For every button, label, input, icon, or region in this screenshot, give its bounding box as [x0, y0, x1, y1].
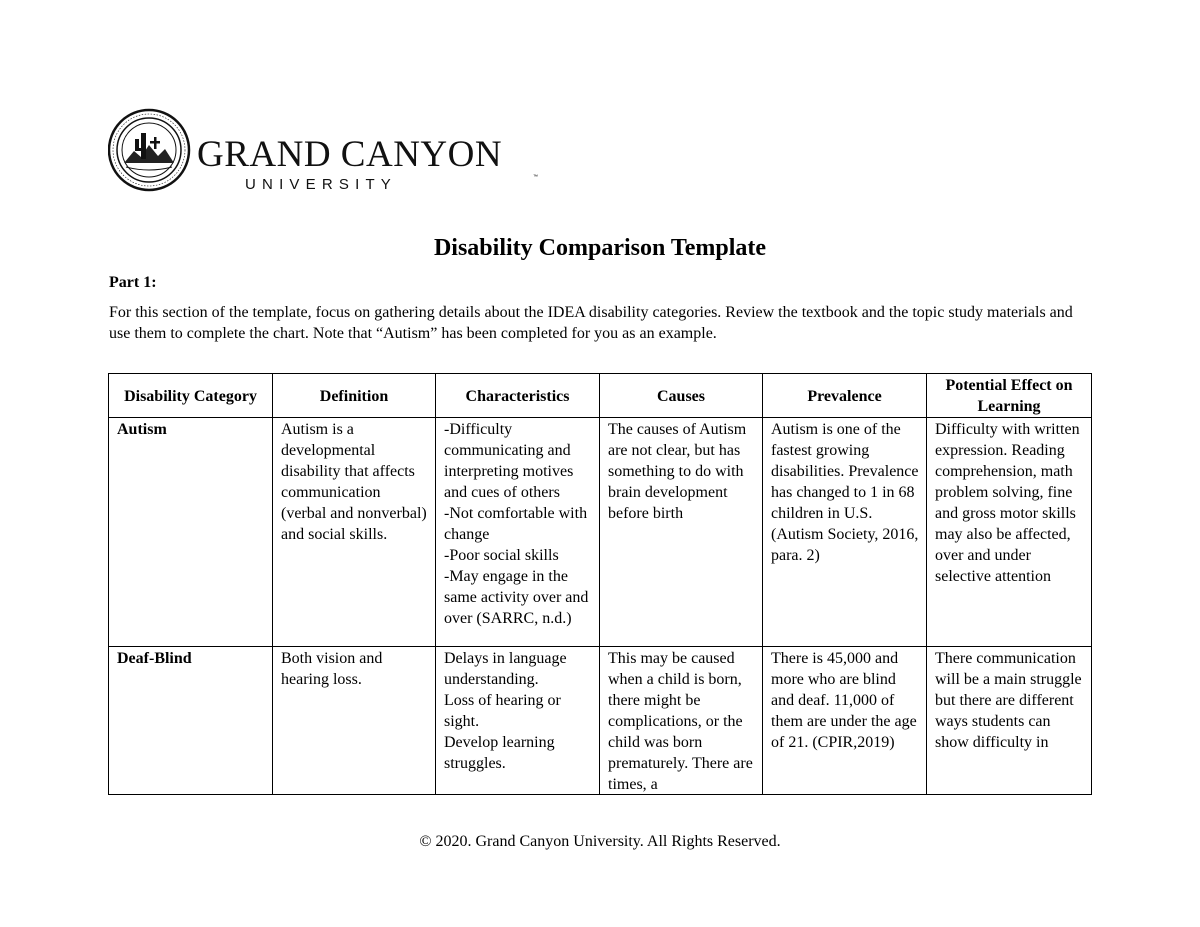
prevalence-cell: There is 45,000 and more who are blind and deaf. 11,000 of them are under the age of 21. (CPIR,2019) [763, 647, 927, 795]
causes-text: This may be caused when a child is born, there might be complications, or the child was born prematurely. There are times, a [608, 650, 753, 793]
copyright-footer: © 2020. Grand Canyon University. All Rights Reserved. [419, 833, 781, 850]
university-logo [108, 107, 538, 193]
characteristic-item: Loss of hearing or sight. [444, 692, 561, 730]
header-cell-effect: Potential Effect on Learning [927, 374, 1092, 418]
causes-cell: The causes of Autism are not clear, but has something to do with brain development before birth [600, 418, 763, 647]
category-cell: Autism [109, 418, 273, 647]
part-label: Part 1: [109, 274, 157, 291]
effect-cell [927, 647, 1092, 795]
characteristics-cell [436, 647, 600, 795]
characteristic-item: -Not comfortable with change [444, 505, 588, 543]
table-row [109, 418, 1092, 647]
category-cell: Deaf-Blind [109, 647, 273, 795]
definition-cell: Both vision and hearing loss. [273, 647, 436, 795]
document-title: Disability Comparison Template [433, 235, 767, 261]
header-cell-category: Disability Category [109, 374, 273, 418]
logo-wordmark-line2: UNIVERSITY [245, 176, 398, 193]
table-row [109, 647, 1092, 795]
characteristic-item: -Difficulty communicating and interpreting motives and cues of others [444, 421, 574, 501]
definition-cell: Autism is a developmental disability that affects communication (verbal and nonverbal) and social skills. [273, 418, 436, 647]
header-cell-prevalence: Prevalence [763, 374, 927, 418]
prevalence-cell: Autism is one of the fastest growing disabilities. Prevalence has changed to 1 in 68 children in U.S. (Autism Society, 2016, para. 2) [763, 418, 927, 647]
characteristics-cell [436, 418, 600, 647]
university-seal-icon [108, 107, 192, 193]
effect-cell: Difficulty with written expression. Reading comprehension, math problem solving, fine and gross motor skills may also be affected, over and under selective attention [927, 418, 1092, 647]
intro-paragraph: For this section of the template, focus on gathering details about the IDEA disability categories. Review the textbook and the topic study materials and use them to complete the chart. Note that “Autism” has been completed for you as an example. [109, 304, 1073, 342]
header-cell-definition: Definition [273, 374, 436, 418]
logo-trademark: ™ [533, 174, 538, 180]
table-header-row [109, 374, 1092, 418]
header-cell-causes: Causes [600, 374, 763, 418]
disability-comparison-table [108, 373, 1092, 795]
logo-wordmark-line1: GRAND CANYON [197, 134, 503, 175]
effect-text: There communication will be a main struggle but there are different ways students can show difficulty in [935, 650, 1082, 751]
characteristic-item: Develop learning struggles. [444, 734, 555, 772]
characteristic-item: Delays in language understanding. [444, 650, 567, 688]
characteristic-item: -May engage in the same activity over and over (SARRC, n.d.) [444, 568, 589, 627]
header-cell-characteristics: Characteristics [436, 374, 600, 418]
characteristic-item: -Poor social skills [444, 547, 559, 564]
causes-cell [600, 647, 763, 795]
